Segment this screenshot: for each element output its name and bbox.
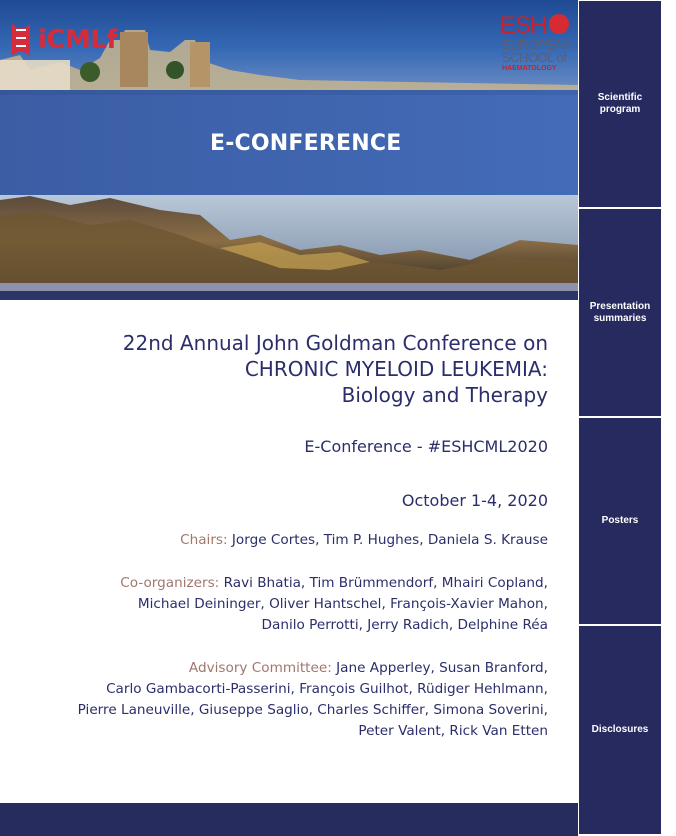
coorganizers-block [120,573,548,636]
chairs-label: Chairs: [180,532,228,548]
advisory-names: Jane Apperley, Susan Branford, [336,660,548,676]
esh-logo [500,12,574,74]
nav-label: Disclosures [591,724,649,735]
header-banner [0,0,578,300]
esh-circle-icon [549,14,569,34]
nav-scientific-program[interactable] [579,1,661,207]
nav-label: Posters [601,515,639,526]
advisory-block [78,658,548,742]
chairs-block [180,530,548,551]
footer-bar [0,803,578,836]
esh-logo-line4: HAEMATOLOGY [502,65,557,72]
nav-presentation-summaries[interactable] [579,209,661,416]
nav-posters[interactable] [579,418,661,624]
econference-title: E-CONFERENCE [210,131,402,156]
icmlf-mark-icon [8,20,34,60]
esh-logo-line1: ESH [500,12,547,39]
conference-subtitle: E-Conference - #ESHCML2020 [304,437,548,456]
nav-label: Presentation summaries [589,300,651,324]
nav-disclosures[interactable] [579,626,661,834]
conference-title-line: CHRONIC MYELOID LEUKEMIA: [244,357,548,381]
conference-title-line: Biology and Therapy [341,383,548,407]
side-navigation [578,0,676,836]
conference-title [123,330,548,408]
advisory-names: Peter Valent, Rick Van Etten [358,723,548,739]
coorganizers-names: Michael Deininger, Oliver Hantschel, François-Xavier Mahon, [137,596,548,612]
conference-date: October 1-4, 2020 [401,491,548,510]
icmlf-logo [8,20,117,60]
nav-label: Scientific program [597,92,643,115]
icmlf-logo-text: iCMLf [38,25,118,55]
chairs-names: Jorge Cortes, Tim P. Hughes, Daniela S. Krause [231,532,548,548]
advisory-label: Advisory Committee: [188,660,332,676]
esh-logo-line2: EUROPEAN [502,37,571,52]
conference-title-line: 22nd Annual John Goldman Conference on [122,331,548,355]
esh-logo-line3: SCHOOL of [502,50,567,65]
coorganizers-label: Co-organizers: [120,575,220,591]
coorganizers-line [120,573,548,594]
advisory-names: Carlo Gambacorti-Passerini, François Guilhot, Rüdiger Hehlmann, [106,681,548,697]
coorganizers-names: Danilo Perrotti, Jerry Radich, Delphine Réa [261,617,548,633]
advisory-line [78,658,548,679]
coorganizers-names: Ravi Bhatia, Tim Brümmendorf, Mhairi Copland, [223,575,548,591]
advisory-names: Pierre Laneuville, Giuseppe Saglio, Charles Schiffer, Simona Soverini, [77,702,548,718]
chairs-line [180,530,548,551]
